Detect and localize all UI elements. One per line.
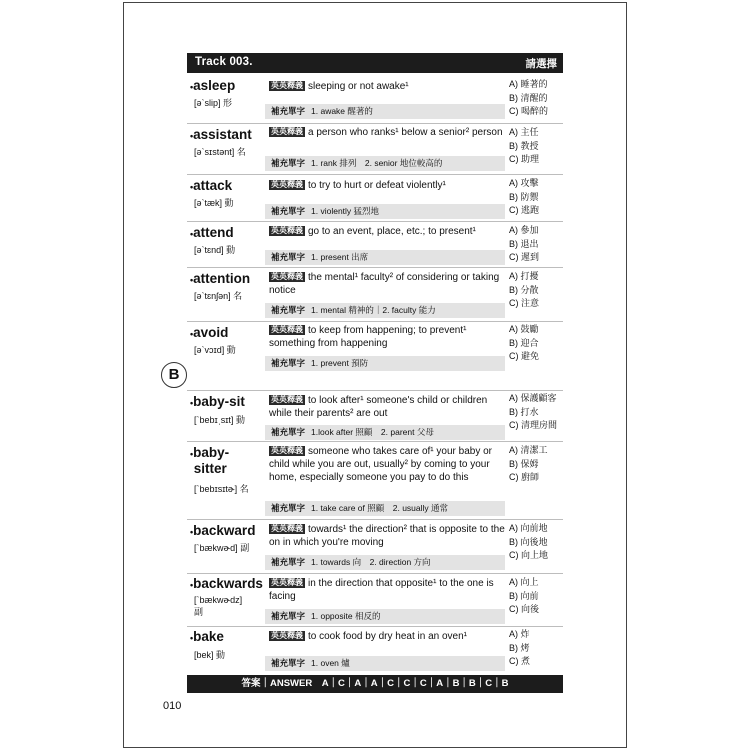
entry-pronunciation: [bek] 動 bbox=[194, 650, 226, 660]
entry-definition: 英英釋義 the mental¹ faculty² of considering or taking notice bbox=[269, 272, 500, 296]
vocab-entry bbox=[187, 627, 563, 673]
entry-pronunciation: [ˋbebɪsɪtɚ] 名 bbox=[194, 484, 249, 494]
entry-pronunciation: [ˋbækwɚd] 副 bbox=[194, 543, 250, 553]
entry-options: A) 打擾 B) 分散 C) 注意 bbox=[509, 271, 539, 308]
entry-supplement: 補充單字 1.look after 照顧 2. parent 父母 bbox=[271, 427, 434, 437]
entry-word: •avoid bbox=[190, 325, 229, 340]
entry-definition: 英英釋義 to try to hurt or defeat violently¹ bbox=[271, 180, 446, 191]
page-number: 010 bbox=[163, 700, 182, 712]
entry-word: •bake bbox=[190, 629, 224, 644]
entry-options: A) 向前地 B) 向後地 C) 向上地 bbox=[509, 523, 548, 560]
entry-pronunciation: [əˋtæk] 動 bbox=[194, 198, 234, 208]
entry-word: •attention bbox=[190, 271, 251, 286]
entry-options: A) 炸 B) 烤 C) 煮 bbox=[509, 629, 530, 666]
entry-pronunciation: [ˋbebɪˌsɪt] 動 bbox=[194, 415, 245, 425]
entry-pronunciation: [əˋtɛnʃən] 名 bbox=[194, 291, 243, 301]
entry-options: A) 睡著的 B) 清醒的 C) 喝醉的 bbox=[509, 79, 548, 116]
entry-options: A) 鼓勵 B) 迎合 C) 避免 bbox=[509, 324, 539, 361]
entry-definition: 英英釋義 to look after¹ someone's child or children while their parents² are out bbox=[269, 395, 488, 419]
definition-tag: 英英釋義 bbox=[271, 81, 303, 90]
vocab-entry bbox=[187, 175, 563, 222]
vocab-entry bbox=[187, 75, 563, 124]
entry-definition: 英英釋義 in the direction that opposite¹ to the one is facing bbox=[269, 578, 494, 602]
entry-supplement: 補充單字 1. oven 爐 bbox=[271, 658, 350, 668]
vocab-entry bbox=[187, 268, 563, 322]
entry-options: A) 清潔工 B) 保姆 C) 廚師 bbox=[509, 445, 548, 482]
vocab-entry bbox=[187, 322, 563, 376]
entry-definition: 英英釋義 to keep from happening; to prevent¹ something from happening bbox=[269, 325, 467, 349]
entry-word: •backward bbox=[190, 523, 256, 538]
entry-options: A) 保護顧客 B) 打水 C) 清理房間 bbox=[509, 393, 557, 430]
entry-pronunciation: [əˋtɛnd] 動 bbox=[194, 245, 236, 255]
entry-pronunciation: [əˋsɪstənt] 名 bbox=[194, 147, 246, 157]
entry-word: •attend bbox=[190, 225, 234, 240]
entry-supplement: 補充單字 1. mental 精神的｜2. faculty 能力 bbox=[271, 305, 436, 315]
entry-definition: 英英釋義 to cook food by dry heat in an oven¹ bbox=[271, 631, 467, 642]
entry-supplement: 補充單字 1. violently 猛烈地 bbox=[271, 206, 380, 216]
entry-pronunciation: [əˋslip] 形 bbox=[194, 98, 233, 108]
entry-supplement: 補充單字 1. opposite 相反的 bbox=[271, 611, 381, 621]
entry-definition: 英英釋義 someone who takes care of¹ your baby or child while you are out, usually² by coming to your home, especially someone you pay to do this bbox=[269, 446, 492, 483]
entry-word: •baby-sit bbox=[190, 394, 245, 409]
entry-pronunciation: [əˋvɔɪd] 動 bbox=[194, 345, 236, 355]
vocab-entry bbox=[187, 442, 563, 520]
entry-definition: 英英釋義 towards¹ the direction² that is opposite to the on in which you're moving bbox=[269, 524, 505, 548]
entry-pronunciation: [ˋbækwɚdz] 副 bbox=[194, 595, 243, 617]
entry-options: A) 向上 B) 向前 C) 向後 bbox=[509, 577, 539, 614]
entry-word: •asleep bbox=[190, 78, 236, 93]
entry-supplement: 補充單字 1. present 出席 bbox=[271, 252, 369, 262]
entry-options: A) 參加 B) 退出 C) 遲到 bbox=[509, 225, 539, 262]
entry-supplement: 補充單字 1. rank 排列 2. senior 地位較高的 bbox=[271, 158, 443, 168]
vocab-entry bbox=[187, 124, 563, 175]
entry-word: •baby- sitter bbox=[190, 445, 230, 476]
vocab-entry bbox=[187, 222, 563, 268]
track-label: Track 003. bbox=[195, 56, 253, 68]
entry-definition: 英英釋義 go to an event, place, etc.; to present¹ bbox=[271, 226, 476, 237]
entry-supplement: 補充單字 1. prevent 預防 bbox=[271, 358, 369, 368]
track-header bbox=[187, 53, 563, 73]
entry-definition: 英英釋義 sleeping or not awake¹ bbox=[271, 81, 409, 92]
entry-word: •attack bbox=[190, 178, 233, 193]
entry-supplement: 補充單字 1. towards 向 2. direction 方向 bbox=[271, 557, 431, 567]
entry-options: A) 主任 B) 教授 C) 助理 bbox=[509, 127, 539, 164]
vocab-entry bbox=[187, 574, 563, 627]
choose-label: 請選擇 bbox=[525, 58, 557, 70]
vocab-entry bbox=[187, 520, 563, 574]
answer-bar: 答案｜ANSWER A｜C｜A｜A｜C｜C｜C｜A｜B｜B｜C｜B bbox=[187, 675, 563, 693]
entry-options: A) 攻擊 B) 防禦 C) 逃跑 bbox=[509, 178, 539, 215]
entry-supplement: 補充單字 1. take care of 照顧 2. usually 通常 bbox=[271, 503, 449, 513]
section-letter-badge: B bbox=[161, 362, 187, 388]
entry-supplement: 補充單字 1. awake 醒著的 bbox=[271, 106, 373, 116]
section-divider bbox=[187, 390, 563, 391]
entry-word: •backwards bbox=[190, 576, 263, 591]
entry-definition: 英英釋義 a person who ranks¹ below a senior² person bbox=[271, 127, 503, 138]
entry-word: •assistant bbox=[190, 127, 252, 142]
vocab-entry bbox=[187, 392, 563, 442]
